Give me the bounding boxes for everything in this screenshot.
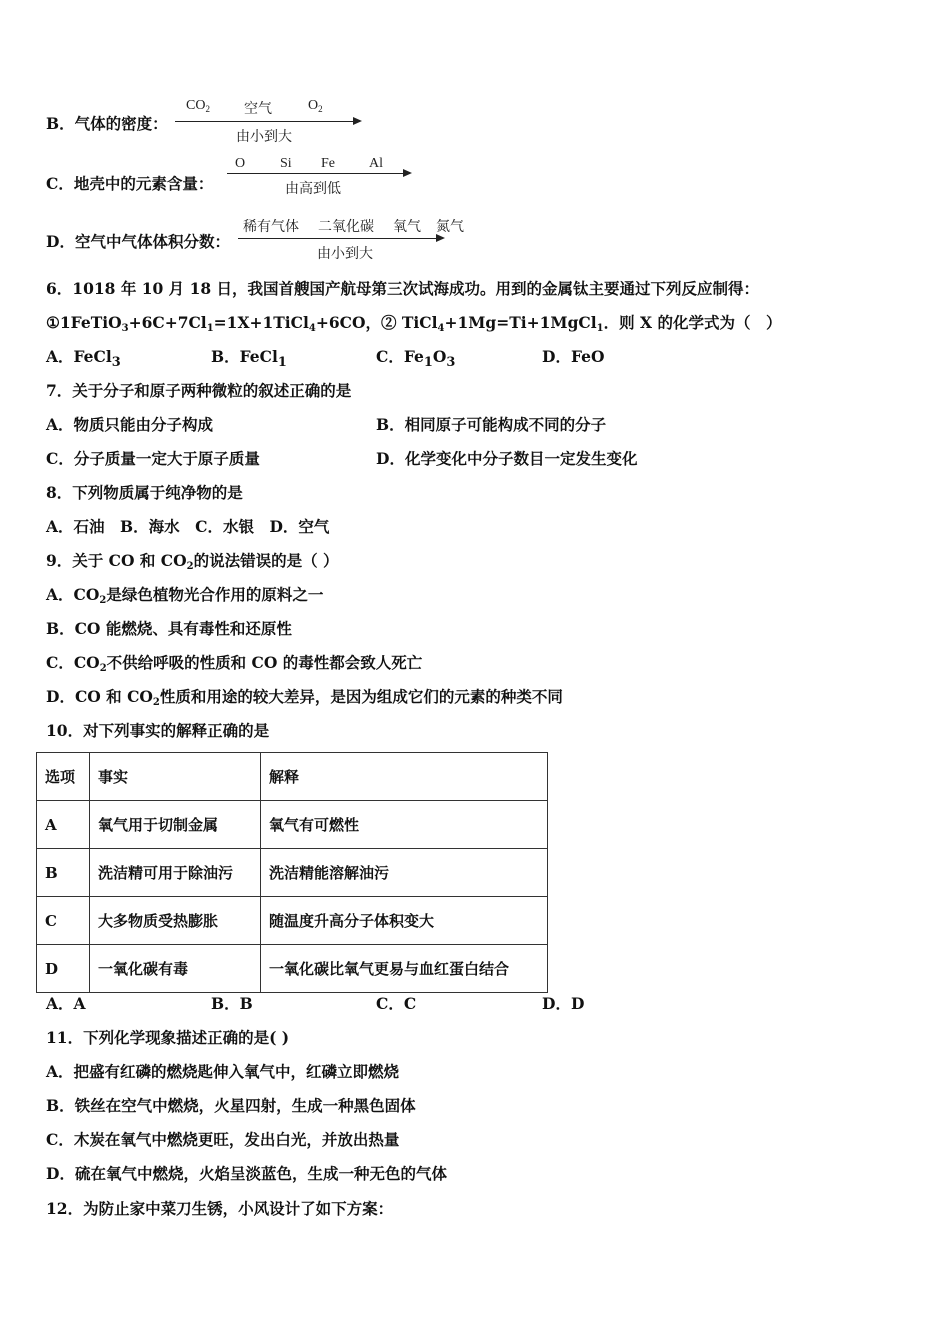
q9-option-c[interactable]: C．$CO_2$不供给呼吸的性质和 CO 的毒性都会致人死亡	[46, 653, 423, 674]
q5-b-order: 由小到大	[236, 130, 292, 145]
q9-option-a[interactable]: A．$CO_2$是绿色植物光合作用的原料之一	[46, 585, 324, 606]
table-cell: D	[37, 945, 90, 993]
table-cell: 随温度升高分子体积变大	[261, 897, 548, 945]
q10-table	[36, 752, 548, 993]
table-row	[37, 945, 548, 993]
q5-c-arrow	[227, 173, 410, 174]
q10-option-a[interactable]: A．A	[46, 994, 86, 1013]
table-cell: A	[37, 801, 90, 849]
q10-stem: 10．对下列事实的解释正确的是	[46, 721, 270, 740]
q10-option-c[interactable]: C．C	[376, 994, 417, 1013]
table-header-cell: 解释	[261, 753, 548, 801]
table-cell: 氧气用于切制金属	[90, 801, 261, 849]
q6-option-d[interactable]: D．FeO	[542, 347, 605, 366]
q5-c-item-si: Si	[280, 156, 292, 171]
q6-stem: 6．1018 年 10 月 18 日，我国首艘国产航母第三次试海成功。用到的金属钛主要通过下列反应制得：	[46, 279, 760, 298]
q5-d-item-noble: 稀有气体	[243, 220, 299, 235]
q8-options[interactable]: A．石油 B．海水 C．水银 D．空气	[46, 517, 330, 536]
table-row	[37, 849, 548, 897]
table-header-cell: 选项	[37, 753, 90, 801]
table-cell: 一氧化碳有毒	[90, 945, 261, 993]
q5-d-item-n2: 氮气	[436, 220, 464, 235]
q7-option-c[interactable]: C．分子质量一定大于原子质量	[46, 449, 260, 468]
q6-option-b[interactable]: B．FeCl$_1$	[211, 347, 287, 371]
q9-option-d[interactable]: D．CO 和 $CO_2$性质和用途的较大差异，是因为组成它们的元素的种类不同	[46, 687, 563, 708]
table-cell: 洗洁精可用于除油污	[90, 849, 261, 897]
q9-option-b[interactable]: B．CO 能燃烧、具有毒性和还原性	[46, 619, 292, 638]
q5-d-item-o2: 氧气	[393, 220, 421, 235]
q7-stem: 7．关于分子和原子两种微粒的叙述正确的是	[46, 381, 352, 400]
q11-option-c[interactable]: C．木炭在氧气中燃烧更旺，发出白光，并放出热量	[46, 1130, 400, 1149]
q5-b-item-o2: $O_2$	[308, 98, 323, 114]
table-cell: 氧气有可燃性	[261, 801, 548, 849]
q5-option-d-label: D．空气中气体体积分数：	[46, 232, 230, 251]
q5-d-item-co2: 二氧化碳	[318, 220, 374, 235]
table-cell: 洗洁精能溶解油污	[261, 849, 548, 897]
q10-option-b[interactable]: B．B	[211, 994, 253, 1013]
table-row	[37, 897, 548, 945]
q7-option-a[interactable]: A．物质只能由分子构成	[46, 415, 214, 434]
q7-option-d[interactable]: D．化学变化中分子数目一定发生变化	[376, 449, 638, 468]
q6-option-c[interactable]: C．$Fe_1O_3$	[376, 347, 456, 371]
q11-option-a[interactable]: A．把盛有红磷的燃烧匙伸入氧气中，红磷立即燃烧	[46, 1062, 400, 1081]
q5-c-order: 由高到低	[285, 182, 341, 197]
table-cell: B	[37, 849, 90, 897]
q5-b-item-co2: $CO_2$	[186, 98, 210, 114]
table-cell: 大多物质受热膨胀	[90, 897, 261, 945]
q11-stem: 11．下列化学现象描述正确的是( )	[46, 1028, 290, 1047]
q5-d-arrow	[238, 238, 443, 239]
table-row	[37, 801, 548, 849]
q10-option-d[interactable]: D．D	[542, 994, 585, 1013]
q8-stem: 8．下列物质属于纯净物的是	[46, 483, 243, 502]
q6-option-a[interactable]: A．FeCl$_3$	[46, 347, 121, 371]
q11-option-b[interactable]: B．铁丝在空气中燃烧，火星四射，生成一种黑色固体	[46, 1096, 416, 1115]
q9-stem: 9．关于 CO 和 $CO_2$的说法错误的是（ ）	[46, 551, 339, 572]
table-cell: C	[37, 897, 90, 945]
q12-stem: 12．为防止家中菜刀生锈，小风设计了如下方案：	[46, 1199, 394, 1218]
q5-b-arrow	[175, 121, 360, 122]
q5-c-item-o: O	[235, 156, 246, 171]
q5-c-item-al: Al	[369, 156, 383, 171]
q6-equation: $①1FeTiO_3+6C+7Cl_1=1X+1TiCl_4+6CO$，② TiCl$_4$+1Mg=Ti+1MgCl$_1$．则 X 的化学式为（ ）	[46, 313, 782, 334]
q5-option-c-label: C．地壳中的元素含量：	[46, 174, 214, 193]
q5-option-b-label: B．气体的密度：	[46, 114, 168, 133]
q11-option-d[interactable]: D．硫在氧气中燃烧，火焰呈淡蓝色，生成一种无色的气体	[46, 1164, 447, 1183]
q5-b-item-air: 空气	[244, 102, 272, 117]
q5-c-item-fe: Fe	[321, 156, 335, 171]
table-cell: 一氧化碳比氧气更易与血红蛋白结合	[261, 945, 548, 993]
table-row	[37, 753, 548, 801]
q5-d-order: 由小到大	[317, 247, 373, 262]
q7-option-b[interactable]: B．相同原子可能构成不同的分子	[376, 415, 607, 434]
table-header-cell: 事实	[90, 753, 261, 801]
